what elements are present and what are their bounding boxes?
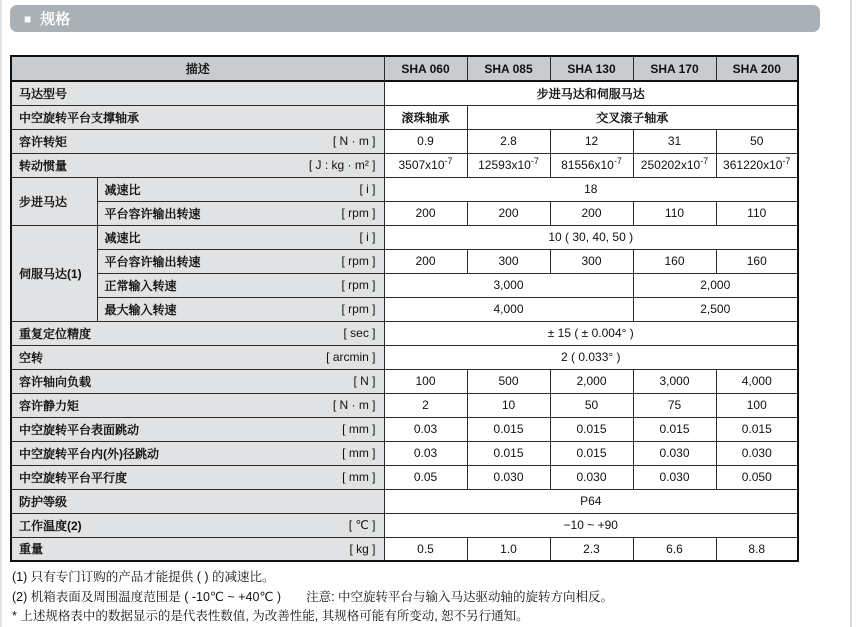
spec-value: 0.5 [384,537,467,561]
spec-value: 6.6 [633,537,716,561]
spec-label: 平台容许输出转速 [ rpm ] [97,249,384,273]
row-motor-model [11,81,798,105]
spec-value: $12593x10^{-7}$ [467,153,550,177]
square-bullet-icon: ■ [24,11,32,26]
spec-value: P64 [384,489,798,513]
spec-label: 工作温度(2) [ ℃ ] [11,513,384,537]
spec-value: 3,000 [633,369,716,393]
row-servo-ratio [11,225,798,249]
footnote-2: (2) 机箱表面及周围温度范围是 ( -10℃ ~ +40℃ ) 注意: 中空旋转平台与输入马达驱动轴的旋转方向相反。 [12,589,614,604]
spec-label: 容许轴向负载 [ N ] [11,369,384,393]
spec-value: 300 [550,249,633,273]
row-step-speed [11,201,798,225]
spec-value: $81556x10^{-7}$ [550,153,633,177]
spec-value: ± 15 ( ± 0.004° ) [384,321,798,345]
spec-value: 50 [716,129,798,153]
spec-label: 正常输入转速 [ rpm ] [97,273,384,297]
spec-label: 重量 [ kg ] [11,537,384,561]
row-servo-max-input [11,297,798,321]
row-inertia [11,153,798,177]
spec-value: 4,000 [384,297,633,321]
footnote-1: (1) 只有专门订购的产品才能提供 ( ) 的减速比。 [12,570,275,584]
spec-value: −10 ~ +90 [384,513,798,537]
row-backlash [11,345,798,369]
spec-value: 0.030 [633,441,716,465]
row-radial-runout [11,441,798,465]
spec-value: 0.030 [716,441,798,465]
spec-value: 10 [467,393,550,417]
row-temperature [11,513,798,537]
row-servo-normal-input [11,273,798,297]
row-step-ratio [11,177,798,201]
spec-value: 200 [384,201,467,225]
row-axial-load [11,369,798,393]
spec-value: 200 [550,201,633,225]
spec-label: 减速比 [ i ] [97,225,384,249]
row-bearing [11,105,798,129]
page-right-edge [850,0,852,627]
spec-value: 0.03 [384,417,467,441]
spec-value: $361220x10^{-7}$ [716,153,798,177]
spec-value: 0.030 [633,465,716,489]
spec-value: 110 [716,201,798,225]
spec-value: 0.030 [467,465,550,489]
spec-label: 空转 [ arcmin ] [11,345,384,369]
spec-value: 500 [467,369,550,393]
spec-value: 8.8 [716,537,798,561]
group-step-motor: 步进马达 [11,177,97,225]
spec-value: 10 ( 30, 40, 50 ) [384,225,798,249]
spec-label: 最大输入转速 [ rpm ] [97,297,384,321]
spec-value: 交叉滚子轴承 [467,105,798,129]
section-title-bar [10,5,820,32]
spec-value: 110 [633,201,716,225]
spec-label: 中空旋转平台内(外)径跳动 [ mm ] [11,441,384,465]
spec-value: 2.3 [550,537,633,561]
col-header-sha200: SHA 200 [716,56,798,81]
spec-value: 0.015 [467,417,550,441]
row-parallelism [11,465,798,489]
spec-table [10,55,799,562]
spec-value: 0.015 [467,441,550,465]
spec-value: 100 [384,369,467,393]
page-left-edge [0,0,2,627]
spec-label: 防护等级 [11,489,384,513]
col-header-sha060: SHA 060 [384,56,467,81]
row-servo-speed [11,249,798,273]
spec-value: 0.015 [716,417,798,441]
spec-value: 50 [550,393,633,417]
footnote-3: * 上述规格表中的数据显示的是代表性数值, 为改善性能, 其规格可能有所变动, 恕不另行通知。 [12,609,529,623]
row-protection [11,489,798,513]
spec-value: 滚珠轴承 [384,105,467,129]
footnotes [12,568,840,627]
spec-value: 3,000 [384,273,633,297]
spec-value: 0.9 [384,129,467,153]
spec-label: 平台容许输出转速 [ rpm ] [97,201,384,225]
spec-value: 2.8 [467,129,550,153]
spec-label: 容许转矩 [ N · m ] [11,129,384,153]
spec-value: 12 [550,129,633,153]
spec-value: 100 [716,393,798,417]
group-servo-motor: 伺服马达(1) [11,225,97,321]
spec-value: 0.015 [550,417,633,441]
spec-value: 1.0 [467,537,550,561]
spec-value: 31 [633,129,716,153]
spec-value: 200 [384,249,467,273]
col-header-description: 描述 [11,56,384,81]
spec-value: 0.05 [384,465,467,489]
spec-value: $250202x10^{-7}$ [633,153,716,177]
spec-label: 中空旋转平台平行度 [ mm ] [11,465,384,489]
col-header-sha085: SHA 085 [467,56,550,81]
spec-value: 2 [384,393,467,417]
spec-value: 0.015 [550,441,633,465]
spec-value: 步进马达和伺服马达 [384,81,798,105]
spec-label: 减速比 [ i ] [97,177,384,201]
spec-value: 200 [467,201,550,225]
header-row [11,56,798,81]
row-static-moment [11,393,798,417]
row-repeatability [11,321,798,345]
spec-value: 0.03 [384,441,467,465]
spec-value: 2,000 [633,273,798,297]
spec-label: 重复定位精度 [ sec ] [11,321,384,345]
spec-value: 2,500 [633,297,798,321]
spec-value: 300 [467,249,550,273]
section-title: 规格 [40,11,71,28]
col-header-sha170: SHA 170 [633,56,716,81]
row-weight [11,537,798,561]
spec-label: 马达型号 [11,81,384,105]
spec-value: 0.050 [716,465,798,489]
spec-value: 2,000 [550,369,633,393]
col-header-sha130: SHA 130 [550,56,633,81]
spec-value: 160 [633,249,716,273]
spec-value: 0.030 [550,465,633,489]
spec-label: 中空旋转平台表面跳动 [ mm ] [11,417,384,441]
spec-label: 容许静力矩 [ N · m ] [11,393,384,417]
spec-value: 75 [633,393,716,417]
row-surface-runout [11,417,798,441]
spec-value: 18 [384,177,798,201]
spec-value: 2 ( 0.033° ) [384,345,798,369]
spec-value: 0.015 [633,417,716,441]
spec-label: 中空旋转平台支撑轴承 [11,105,384,129]
spec-value: 4,000 [716,369,798,393]
spec-label: 转动惯量 [ J : kg · m² ] [11,153,384,177]
row-torque [11,129,798,153]
spec-value: $3507x10^{-7}$ [384,153,467,177]
spec-value: 160 [716,249,798,273]
